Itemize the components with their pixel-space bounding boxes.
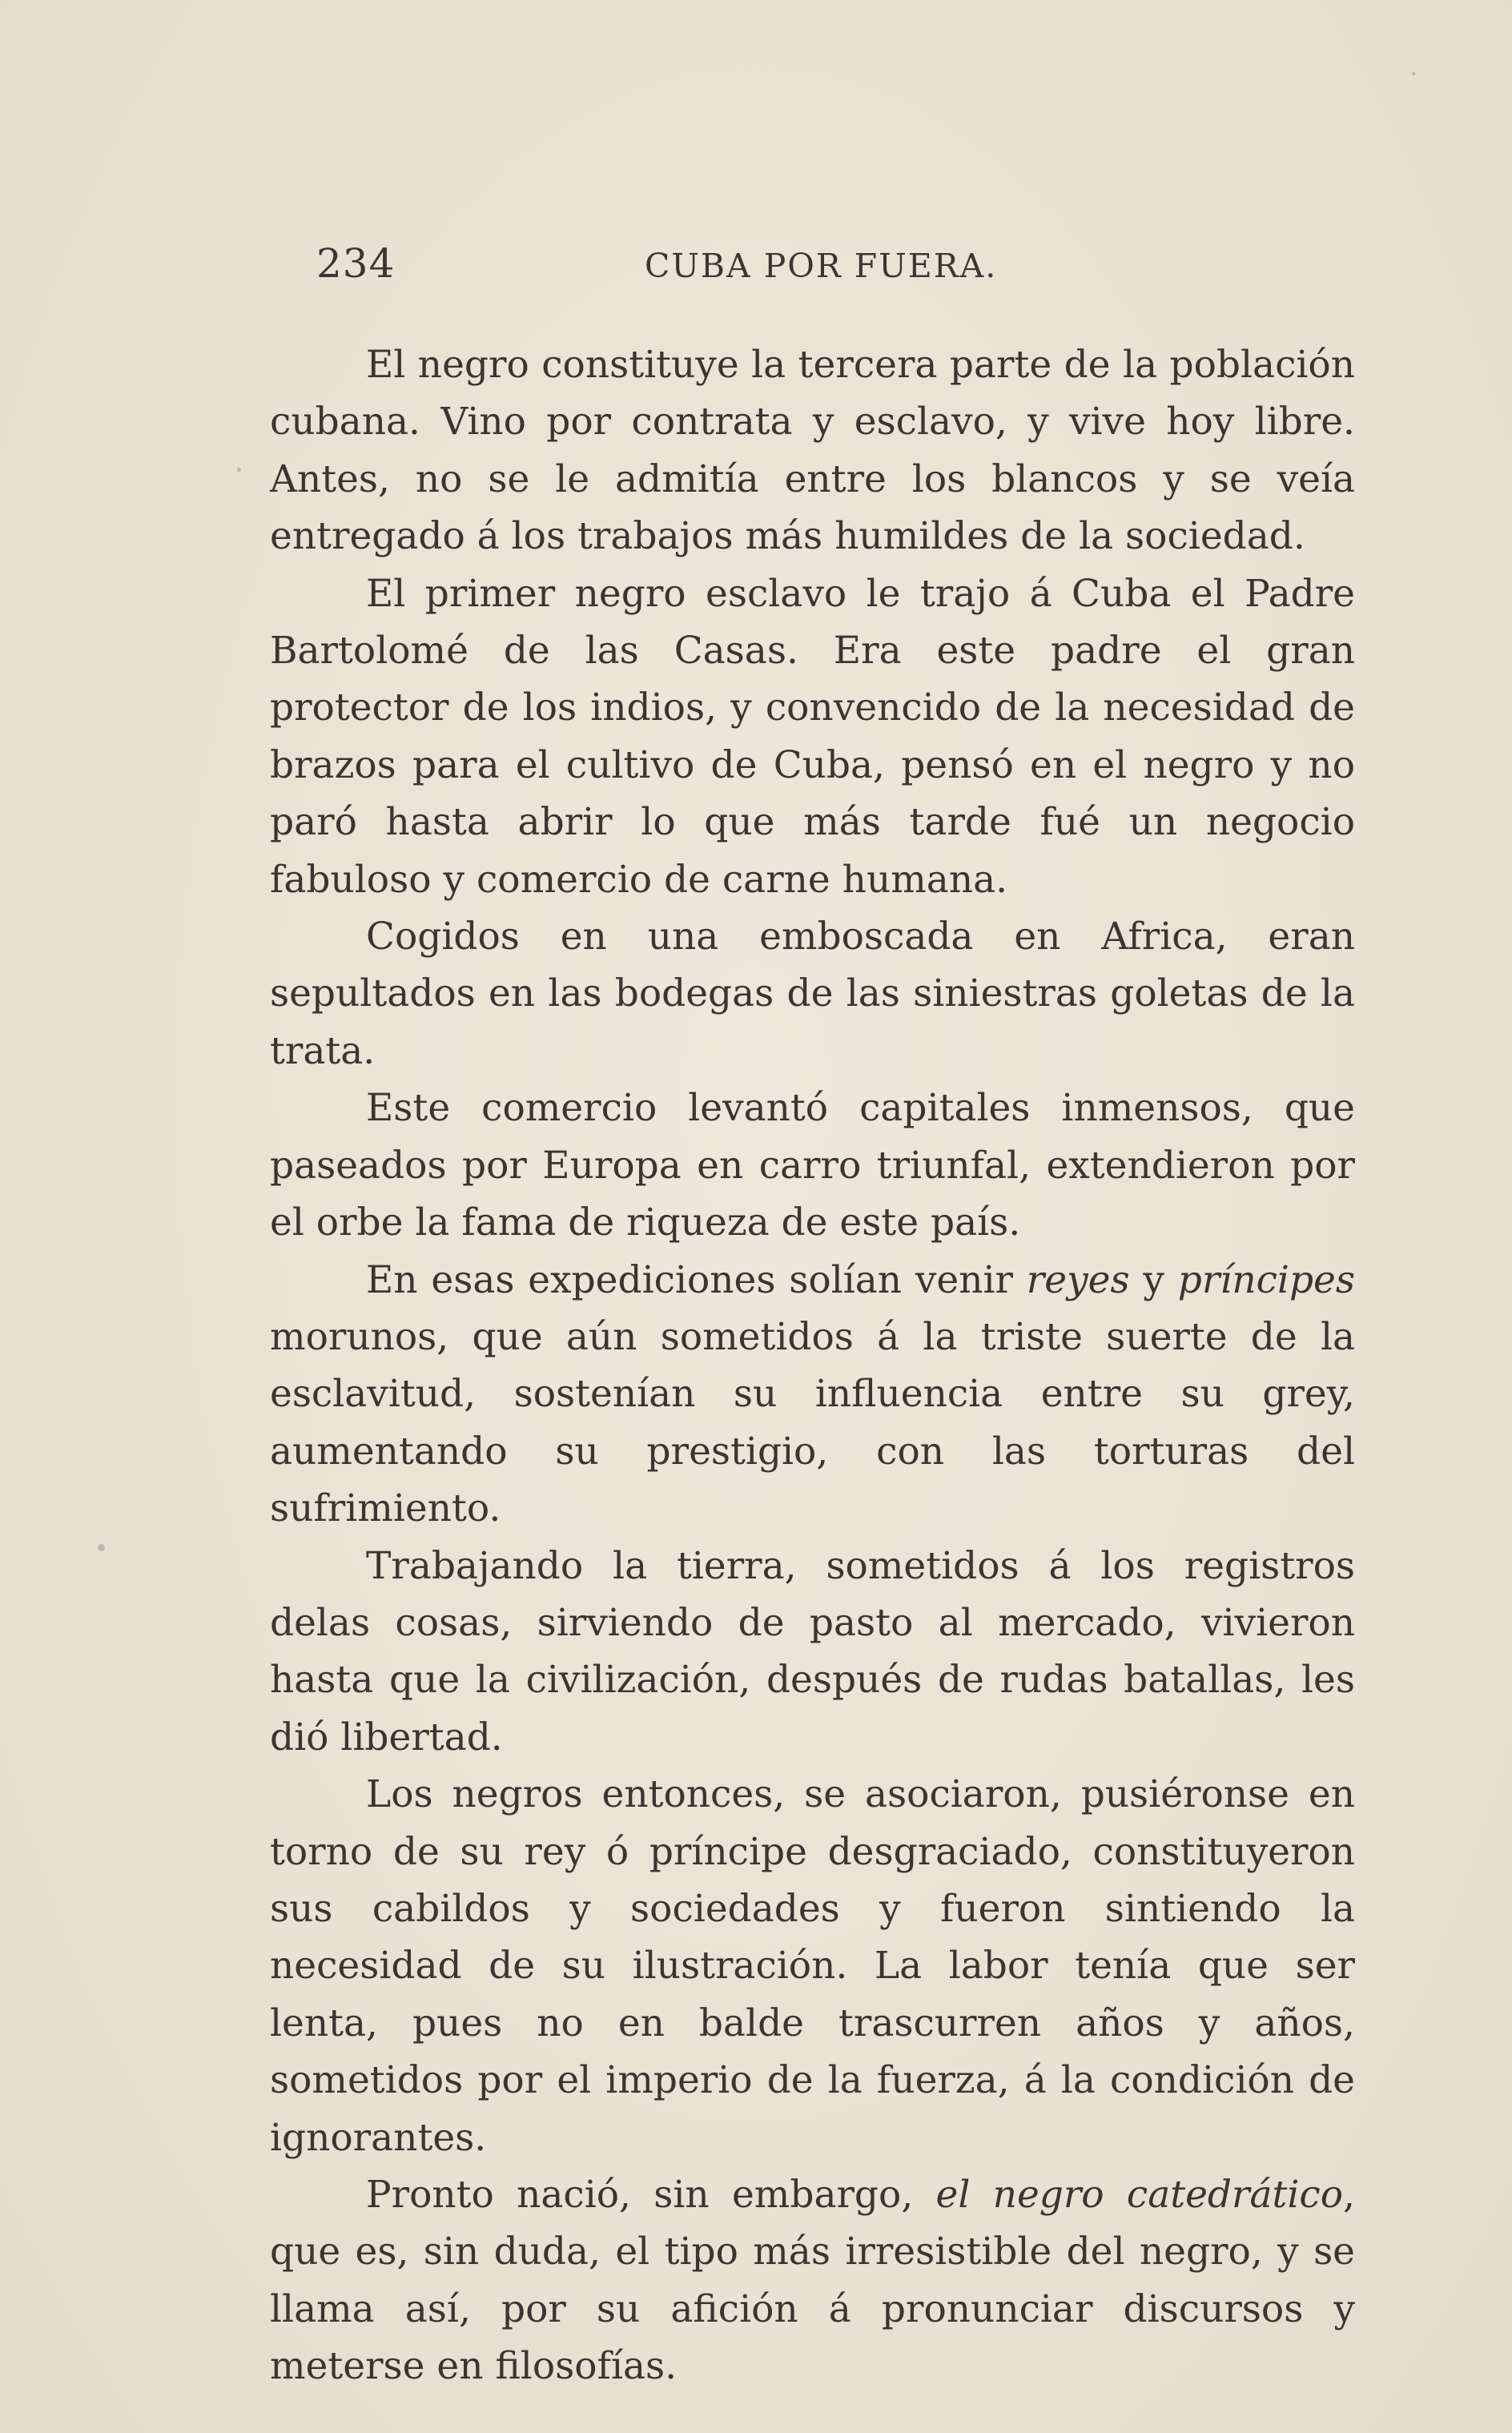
running-head xyxy=(316,240,1357,304)
text-segment: morunos, que aún sometidos á la triste suerte de la esclavitud, sostenían su influencia entre su grey, aumentando su prestigio, con las torturas del sufrimiento. xyxy=(270,1314,1355,1531)
paper-speck xyxy=(237,468,241,472)
text-segment: El primer negro esclavo le trajo á Cuba el Padre Bartolomé de las Casas. Era este padre el gran protector de los indios, y convencido de la necesidad de brazos para el cultivo de Cuba, pensó en el negro y no paró hasta abrir lo que más tarde fué un negocio fabuloso y comercio de carne humana. xyxy=(270,571,1355,902)
text-segment: , que es, sin duda, el tipo más irresistible del negro, y se llama así, por su afición á pronunciar discursos y meterse en filosofías. xyxy=(270,2173,1355,2389)
italic-text: príncipes xyxy=(1177,1257,1355,1302)
paper-speck xyxy=(1412,72,1415,75)
page-number: 234 xyxy=(316,240,396,287)
paragraph xyxy=(270,908,1355,1080)
italic-text: el negro catedrático xyxy=(935,2173,1344,2217)
text-segment: Trabajando la tierra, sometidos á los registros delas cosas, sirviendo de pasto al mercado, vivieron hasta que la civilización, después de rudas batallas, les dió libertad. xyxy=(270,1543,1355,1759)
text-segment: Este comercio levantó capitales inmensos, que paseados por Europa en carro triunfal, extendieron por el orbe la fama de riqueza de este país. xyxy=(270,1086,1355,1245)
body-text xyxy=(270,336,1355,2395)
paragraph xyxy=(270,1538,1355,1767)
paragraph xyxy=(270,2166,1355,2395)
paper-speck xyxy=(98,1544,105,1551)
paragraph xyxy=(270,1252,1355,1538)
italic-text: reyes xyxy=(1026,1257,1130,1302)
text-segment: El negro constituye la tercera parte de la población cubana. Vino por contrata y esclavo, y vive hoy libre. Antes, no se le admitía entre los blancos y se veía entregado á los trabajos más humildes de la sociedad. xyxy=(270,343,1355,559)
text-segment: Pronto nació, sin embargo, xyxy=(366,2173,936,2217)
text-segment: Cogidos en una emboscada en Africa, eran sepultados en las bodegas de las siniestras goletas de la trata. xyxy=(270,915,1355,1073)
text-segment: En esas expediciones solían venir xyxy=(366,1257,1027,1302)
paragraph xyxy=(270,1080,1355,1251)
text-segment: y xyxy=(1129,1257,1178,1302)
paragraph xyxy=(270,1766,1355,2166)
paragraph xyxy=(270,336,1355,565)
paragraph xyxy=(270,565,1355,908)
text-segment: Los negros entonces, se asociaron, pusiéronse en torno de su rey ó príncipe desgraciado, constituyeron sus cabildos y sociedades y fueron sintiendo la necesidad de su ilustración. La labor tenía que ser lenta, pues no en balde trascurren años y años, sometidos por el imperio de la fuerza, á la condición de ignorantes. xyxy=(270,1772,1355,2160)
running-title: CUBA POR FUERA. xyxy=(645,247,998,285)
